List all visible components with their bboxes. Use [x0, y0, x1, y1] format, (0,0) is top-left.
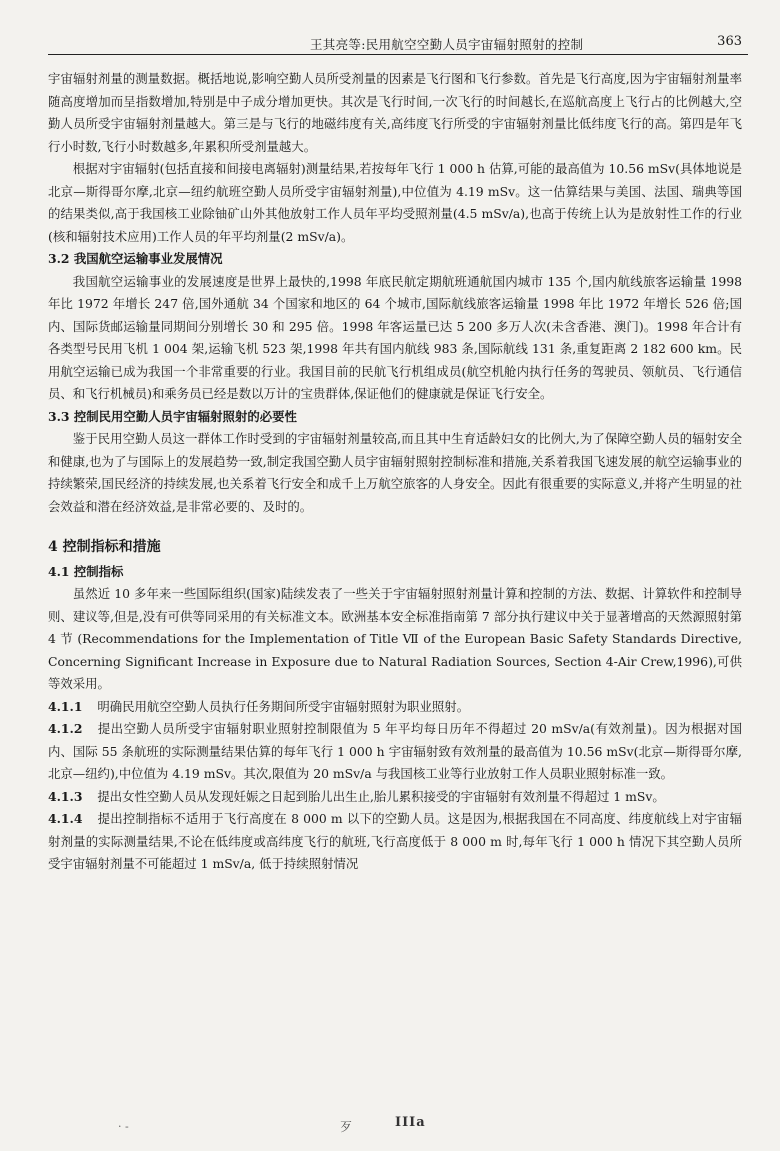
- clause-number: 4.1.1: [48, 698, 83, 714]
- clause-number: 4.1.2: [48, 721, 83, 736]
- paragraph-dose-estimate: 根据对宇宙辐射(包括直接和间接电离辐射)测量结果,若按每年飞行 1 000 h 估算,可能的最高值为 10.56 mSv(具体地说是北京—斯得哥尔摩,北京—纽约航班空勤人员所受宇宙辐射剂量),中位值为 4.19 mSv。这一估算结果与美国、法国、瑞典等国的结果类似,高于我国核工业除铀矿山外其他放射工作人员年平均受照剂量(4.5 mSv/a),也高于传统上认为是放射性工作的行业(核和辐射技术应用)工作人员的年平均剂量(2 mSv/a)。: [48, 161, 742, 244]
- clause-4-1-4: [48, 808, 742, 876]
- running-header: [48, 32, 748, 55]
- paragraph-dose-factors: 宇宙辐射剂量的测量数据。概括地说,影响空勤人员所受剂量的因素是飞行图和飞行参数。首先是飞行高度,因为宇宙辐射剂量率随高度增加而呈指数增加,特别是中子成分增加更快。其次是飞行时间,一次飞行的时间越长,在巡航高度上飞行占的比例越大,空勤人员所受宇宙辐射剂量越大。第三是与飞行的地磁纬度有关,高纬度飞行所受的宇宙辐射剂量比低纬度飞行的高。第四是年飞行小时数,飞行小时数越多,年累积所受剂量越大。: [48, 71, 742, 154]
- clause-text: 提出空勤人员所受宇宙辐射职业照射控制限值为 5 年平均每日历年不得超过 20 mSv/a(有效剂量)。因为根据对国内、国际 55 条航班的实际测量结果估算的每年飞行 1 000 h 宇宙辐射致有效剂量的最高值为 10.56 mSv(北京—斯得哥尔摩,北京—纽约),中位值为 4.19 mSv。其次,限值为 20 mSv/a 与我国核工业等行业放射工作人员职业照射标准一致。: [48, 721, 742, 781]
- clause-4-1-3: [48, 786, 742, 809]
- paragraph-control-indicators: 虽然近 10 多年来一些国际组织(国家)陆续发表了一些关于宇宙辐射照射剂量计算和控制的方法、数据、计算软件和控制导则、建议等,但是,没有可供等同采用的有关标准文本。欧洲基本安全标准指南第 7 部分执行建议中关于显著增高的天然源照射第 4 节 (Recommendations for the Implementation of Title Ⅶ of the European Basic Safety Standards Directive, Concerning Significant Increase in Exposure due to Natural Radiation Sources, Section 4-Air Crew,1996),可供等效采用。: [48, 586, 742, 691]
- section-heading-4: 4 控制指标和措施: [48, 539, 161, 555]
- section-heading-4-1: 4.1 控制指标: [48, 563, 124, 579]
- footer-mark: · -: [118, 1120, 129, 1133]
- article-body: [48, 68, 742, 876]
- paragraph-necessity: 鉴于民用空勤人员这一群体工作时受到的宇宙辐射剂量较高,而且其中生育适龄妇女的比例大,为了保障空勤人员的辐射安全和健康,也为了与国际上的发展趋势一致,制定我国空勤人员宇宙辐射照射控制标准和措施,关系着我国飞速发展的航空运输事业的持续繁荣,国民经济的持续发展,也关系着飞行安全和成千上万航空旅客的人身安全。因此有很重要的实际意义,并将产生明显的社会效益和潜在经济效益,是非常必要的、及时的。: [48, 431, 742, 514]
- running-title: 王其亮等:民用航空空勤人员宇宙辐射照射的控制: [310, 37, 584, 52]
- scan-footer-marks: [0, 1112, 780, 1140]
- clause-number: 4.1.3: [48, 788, 83, 804]
- footer-mark: IIIa: [395, 1115, 426, 1130]
- clause-4-1-1: [48, 696, 742, 719]
- clause-text: 明确民用航空空勤人员执行任务期间所受宇宙辐射照射为职业照射。: [97, 698, 470, 714]
- paragraph-aviation-development: 我国航空运输事业的发展速度是世界上最快的,1998 年底民航定期航班通航国内城市 135 个,国内航线旅客运输量 1998 年比 1972 年增长 247 倍,国外通航 34 个国家和地区的 64 个城市,国际航线旅客运输量 1998 年比 1972 年增长 526 倍;国内、国际货邮运输量同期间分别增长 30 和 295 倍。1998 年客运量已达 5 200 多万人次(未含香港、澳门)。1998 年合计有各类型号民用飞机 1 004 架,运输飞机 523 架,1998 年共有国内航线 983 条,国际航线 131 条,重复距离 2 182 600 km。民用航空运输已成为我国一个非常重要的行业。我国目前的民航飞行机组成员(航空机舱内执行任务的驾驶员、领航员、飞行通信员、和飞行机械员)和乘务员已经是数以万计的宝贵群体,保证他们的健康就是保证飞行安全。: [48, 273, 742, 401]
- clause-number: 4.1.4: [48, 811, 83, 826]
- page-number: 363: [717, 34, 742, 49]
- clause-text: 提出控制指标不适用于飞行高度在 8 000 m 以下的空勤人员。这是因为,根据我国在不同高度、纬度航线上对宇宙辐射剂量的实际测量结果,不论在低纬度或高纬度飞行的航班,飞行高度低于 8 000 m 时,每年飞行 1 000 h 情况下其空勤人员所受宇宙辐射剂量不可能超过 1 mSv/a, 低于持续照射情况: [48, 811, 742, 871]
- section-heading-3-2: 3.2 我国航空运输事业发展情况: [48, 251, 223, 266]
- section-heading-3-3: 3.3 控制民用空勤人员宇宙辐射照射的必要性: [48, 408, 297, 424]
- clause-4-1-2: [48, 718, 742, 786]
- clause-text: 提出女性空勤人员从发现妊娠之日起到胎儿出生止,胎儿累积接受的宇宙辐射有效剂量不得超过 1 mSv。: [97, 788, 665, 804]
- footer-mark: 歹: [340, 1120, 353, 1134]
